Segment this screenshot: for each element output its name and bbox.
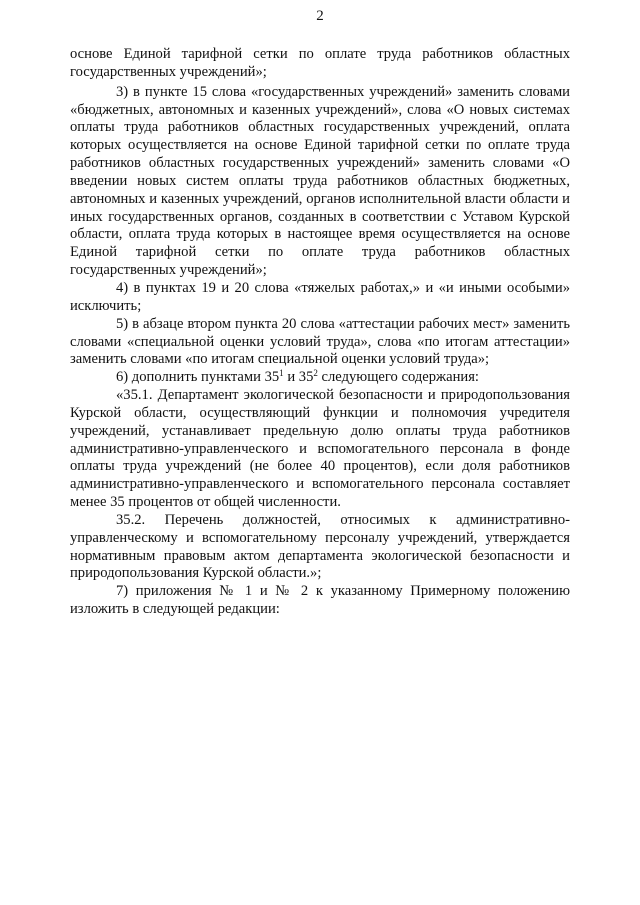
item-6-text-mid: и 35	[283, 369, 314, 386]
paragraph-item-3: 3) в пункте 15 слова «государственных учреждений» заменить словами «бюджетных, автономных и казенных учреждений», слова «О новых системах оплаты труда работников областных государственных учреждений, оплата которых осуществляется на основе Единой тарифной сетки по оплате труда работников областных государственных учреждений» заменить словами «О введении новых систем оплаты труда работников областных бюджетных, автономных и казенных учреждений, органов исполнительной власти области и иных государственных органов, созданных в соответствии с Уставом Курской области, оплата труда которых в настоящее время осуществляется на основе Единой тарифной сетки по оплате труда работников областных государственных учреждений»;	[70, 83, 570, 279]
paragraph-continuation: основе Единой тарифной сетки по оплате труда работников областных государственных учреждений»;	[70, 46, 570, 80]
document-body	[70, 46, 570, 619]
superscript-1: 1	[279, 368, 284, 379]
paragraph-item-4: 4) в пунктах 19 и 20 слова «тяжелых работах,» и «и иными особыми» исключить;	[70, 279, 570, 314]
paragraph-35-1: «35.1. Департамент экологической безопасности и природопользования Курской области, осуществляющий функции и полномочия учредителя учреждений, устанавливает предельную долю оплаты труда работников административно-управленческого и вспомогательного персонала в фонде оплаты труда учреждений (не более 40 процентов), если доля работников административно-управленческого и вспомогательного персонала составляет менее 35 процентов от общей численности.	[70, 387, 570, 511]
paragraph-item-6	[70, 369, 570, 387]
item-6-text-end: следующего содержания:	[317, 369, 479, 386]
paragraph-item-5: 5) в абзаце втором пункта 20 слова «аттестации рабочих мест» заменить словами «специальной оценки условий труда», слова «по итогам аттестации» заменить словами «по итогам специальной оценки условий труда»;	[70, 315, 570, 368]
paragraph-item-7: 7) приложения № 1 и № 2 к указанному Примерному положению изложить в следующей редакции:	[70, 583, 570, 618]
superscript-2: 2	[313, 368, 318, 379]
page-number: 2	[316, 8, 324, 24]
paragraph-35-2: 35.2. Перечень должностей, относимых к административно-управленческому и вспомогательному персоналу учреждений, утверждается нормативным правовым актом департамента экологической безопасности и природопользования Курской области.»;	[70, 511, 570, 582]
item-6-text-start: 6) дополнить пунктами 35	[116, 369, 280, 386]
